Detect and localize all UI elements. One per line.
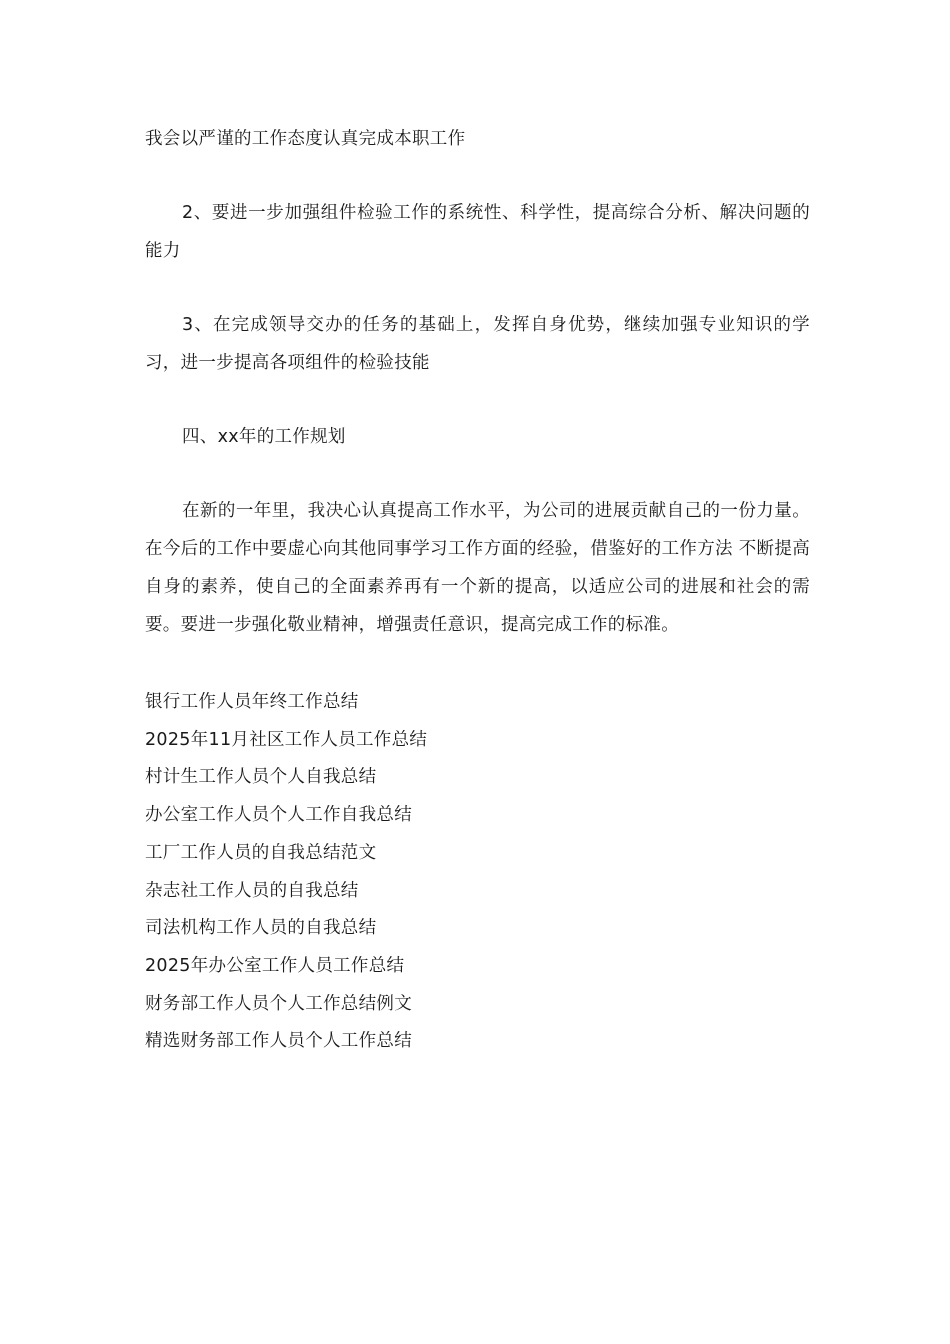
- related-links-list: [145, 684, 810, 1061]
- paragraph-closing-line: 我会以严谨的工作态度认真完成本职工作: [145, 129, 466, 149]
- related-link[interactable]: 银行工作人员年终工作总结: [145, 692, 359, 712]
- related-link[interactable]: 司法机构工作人员的自我总结: [145, 918, 377, 939]
- section-heading-plan: 四、xx年的工作规划: [182, 427, 346, 447]
- related-link[interactable]: 财务部工作人员个人工作总结例文: [145, 993, 412, 1014]
- related-link[interactable]: 2025年11月社区工作人员工作总结: [145, 729, 428, 750]
- related-link[interactable]: 2025年办公室工作人员工作总结: [145, 955, 405, 976]
- related-link[interactable]: 工厂工作人员的自我总结范文: [145, 842, 377, 863]
- related-link[interactable]: 精选财务部工作人员个人工作总结: [145, 1031, 412, 1052]
- paragraph-plan-body: 在新的一年里，我决心认真提高工作水平，为公司的进展贡献自己的一份力量。在今后的工作中要虚心向其他同事学习工作方面的经验，借鉴好的工作方法 不断提高自身的素养，使自己的全面素养再有一个新的提高，以适应公司的进展和社会的需要。要进一步强化敬业精神，增强责任意识，提高完成工作的标准。: [145, 501, 810, 635]
- document-body: [145, 120, 810, 1077]
- related-link[interactable]: 村计生工作人员个人自我总结: [145, 767, 377, 788]
- paragraph-item-2: 2、要进一步加强组件检验工作的系统性、科学性，提高综合分析、解决问题的能力: [145, 203, 810, 261]
- related-link[interactable]: 杂志社工作人员的自我总结: [145, 880, 359, 901]
- related-link[interactable]: 办公室工作人员个人工作自我总结: [145, 805, 412, 826]
- paragraph-item-3: 3、在完成领导交办的任务的基础上，发挥自身优势，继续加强专业知识的学习，进一步提高各项组件的检验技能: [145, 315, 810, 373]
